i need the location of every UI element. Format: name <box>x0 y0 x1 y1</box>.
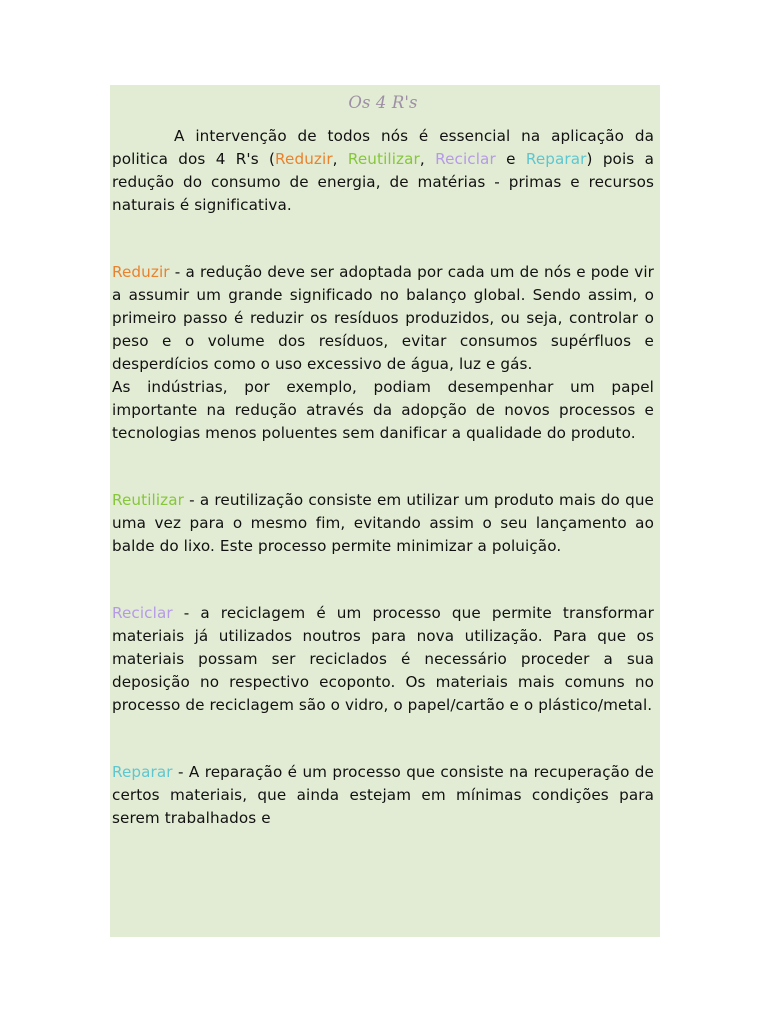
intro-separator-1: , <box>332 150 348 168</box>
intro-term-reparar: Reparar <box>525 150 587 168</box>
intro-term-reutilizar: Reutilizar <box>347 150 420 168</box>
intro-text-end: ) pois a redução do consumo de energia, de matérias - primas e recursos naturais é significativa. <box>112 150 654 214</box>
intro-separator-3: e <box>495 150 526 168</box>
section-text-reciclar: - a reciclagem é um processo que permite transformar materiais já utilizados noutros para nova utilização. Para que os materiais possam ser reciclados é necessário proceder a sua deposição no respectivo ecoponto. Os materiais mais comuns no processo de reciclagem são o vidro, o papel/cartão e o plástico/metal. <box>112 604 654 714</box>
section-term-reutilizar: Reutilizar <box>112 491 184 509</box>
section-text-reduzir: - a redução deve ser adoptada por cada um de nós e pode vir a assumir um grande significado no balanço global. Sendo assim, o primeiro passo é reduzir os resíduos produzidos, ou seja, controlar o peso e o volume dos resíduos, evitar consumos supérfluos e desperdícios como o uso excessivo de água, luz e gás. <box>112 263 654 373</box>
document-content <box>110 85 658 830</box>
intro-term-reciclar: Reciclar <box>435 150 496 168</box>
section-reduzir-continued <box>112 376 654 445</box>
section-term-reciclar: Reciclar <box>112 604 173 622</box>
intro-term-reduzir: Reduzir <box>275 150 333 168</box>
page-title: Os 4 R's <box>348 93 418 112</box>
intro-separator-2: , <box>419 150 436 168</box>
section-term-reduzir: Reduzir <box>112 263 170 281</box>
section-reciclar <box>112 602 654 717</box>
section-text-reduzir-2: As indústrias, por exemplo, podiam desempenhar um papel importante na redução através da adopção de novos processos e tecnologias menos poluentes sem danificar a qualidade do produto. <box>112 378 654 442</box>
section-reutilizar <box>112 489 654 558</box>
intro-text-start: A intervenção de todos nós é essencial na aplicação da politica dos 4 R's ( <box>112 127 654 168</box>
section-reparar <box>112 761 654 830</box>
section-reduzir <box>112 261 654 376</box>
section-term-reparar: Reparar <box>112 763 173 781</box>
section-text-reutilizar: - a reutilização consiste em utilizar um produto mais do que uma vez para o mesmo fim, evitando assim o seu lançamento ao balde do lixo. Este processo permite minimizar a poluição. <box>112 491 654 555</box>
document-page <box>110 85 660 937</box>
intro-paragraph <box>112 125 654 217</box>
section-text-reparar: - A reparação é um processo que consiste na recuperação de certos materiais, que ainda estejam em mínimas condições para serem trabalhados e <box>112 763 654 827</box>
